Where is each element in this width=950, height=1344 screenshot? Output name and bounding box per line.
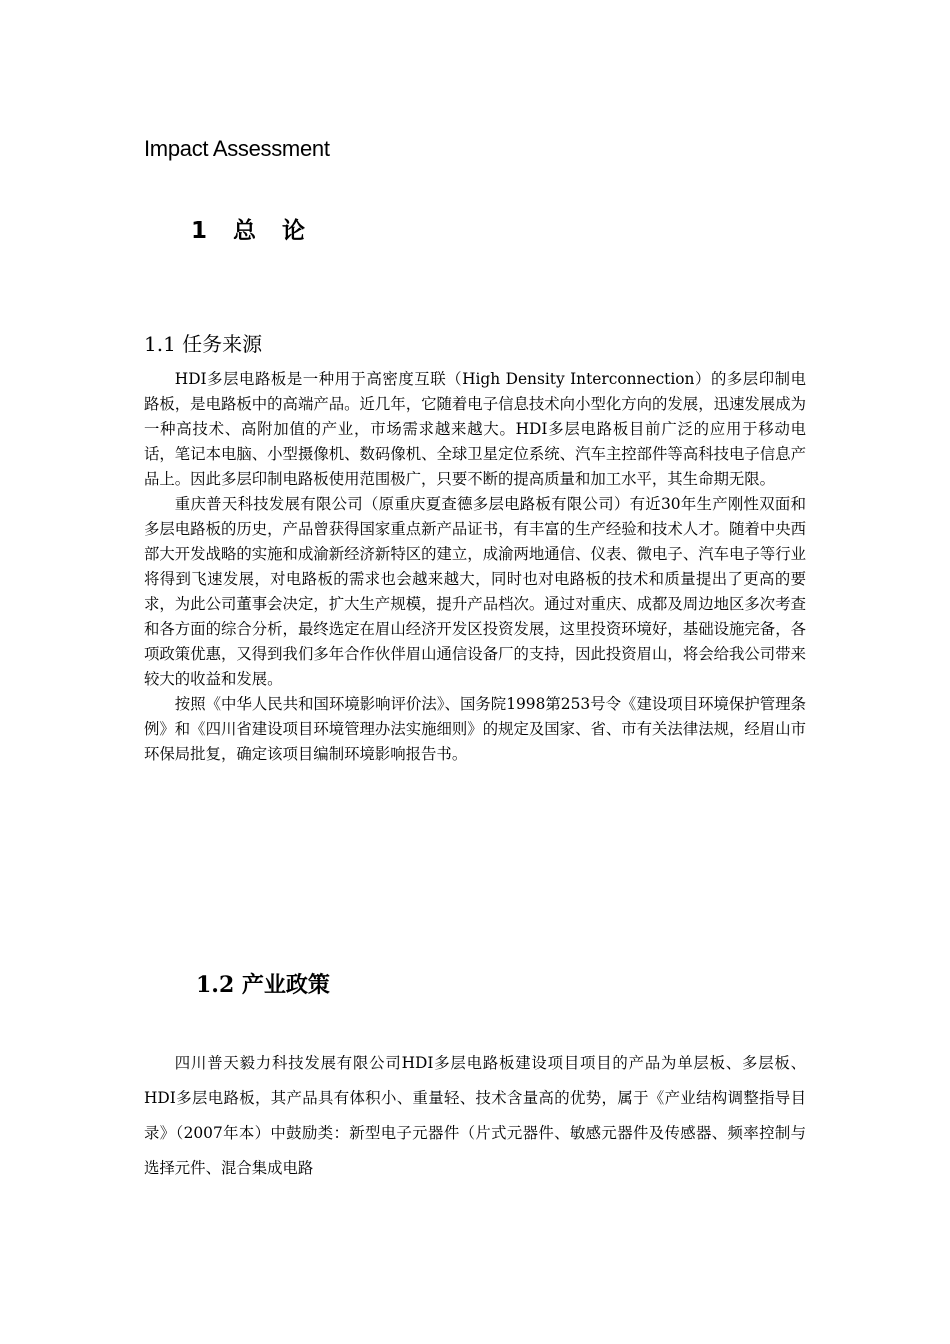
running-header: Impact Assessment [144,136,330,161]
paragraph: 重庆普天科技发展有限公司（原重庆夏查德多层电路板有限公司）有近30年生产刚性双面和多层电路板的历史，产品曾获得国家重点新产品证书，有丰富的生产经验和技术人才。随着中央西部大开发战略的实施和成渝新经济新特区的建立，成渝两地通信、仪表、微电子、汽车电子等行业将得到飞速发展，对电路板的需求也会越来越大，同时也对电路板的技术和质量提出了更高的要求，为此公司董事会决定，扩大生产规模，提升产品档次。通过对重庆、成都及周边地区多次考查和各方面的综合分析，最终选定在眉山经济开发区投资发展，这里投资环境好，基础设施完备，各项政策优惠，又得到我们多年合作伙伴眉山通信设备厂的支持，因此投资眉山，将会给我公司带来较大的收益和发展。 [144,495,806,688]
section-title-task-source: 1.1 任务来源 [144,332,263,356]
section-body-industry-policy [144,1046,806,1186]
section-body-task-source [144,367,806,767]
paragraph: 四川普天毅力科技发展有限公司HDI多层电路板建设项目项目的产品为单层板、多层板、HDI多层电路板，其产品具有体积小、重量轻、技术含量高的优势，属于《产业结构调整指导目录》（2007年本）中鼓励类：新型电子元器件（片式元器件、敏感元器件及传感器、频率控制与选择元件、混合集成电路 [144,1054,806,1177]
paragraph: 按照《中华人民共和国环境影响评价法》、国务院1998第253号令《建设项目环境保护管理条例》和《四川省建设项目环境管理办法实施细则》的规定及国家、省、市有关法律法规，经眉山市环保局批复，确定该项目编制环境影响报告书。 [144,695,806,763]
paragraph: HDI多层电路板是一种用于高密度互联（High Density Interconnection）的多层印制电路板，是电路板中的高端产品。近几年，它随着电子信息技术向小型化方向的发展，迅速发展成为一种高技术、高附加值的产业，市场需求越来越大。HDI多层电路板目前广泛的应用于移动电话，笔记本电脑、小型摄像机、数码像机、全球卫星定位系统、汽车主控部件等高科技电子信息产品上。因此多层印制电路板使用范围极广，只要不断的提高质量和加工水平，其生命期无限。 [144,370,806,488]
section-title-industry-policy: 1.2 产业政策 [196,972,330,998]
chapter-title: 1 总 论 [191,218,315,244]
